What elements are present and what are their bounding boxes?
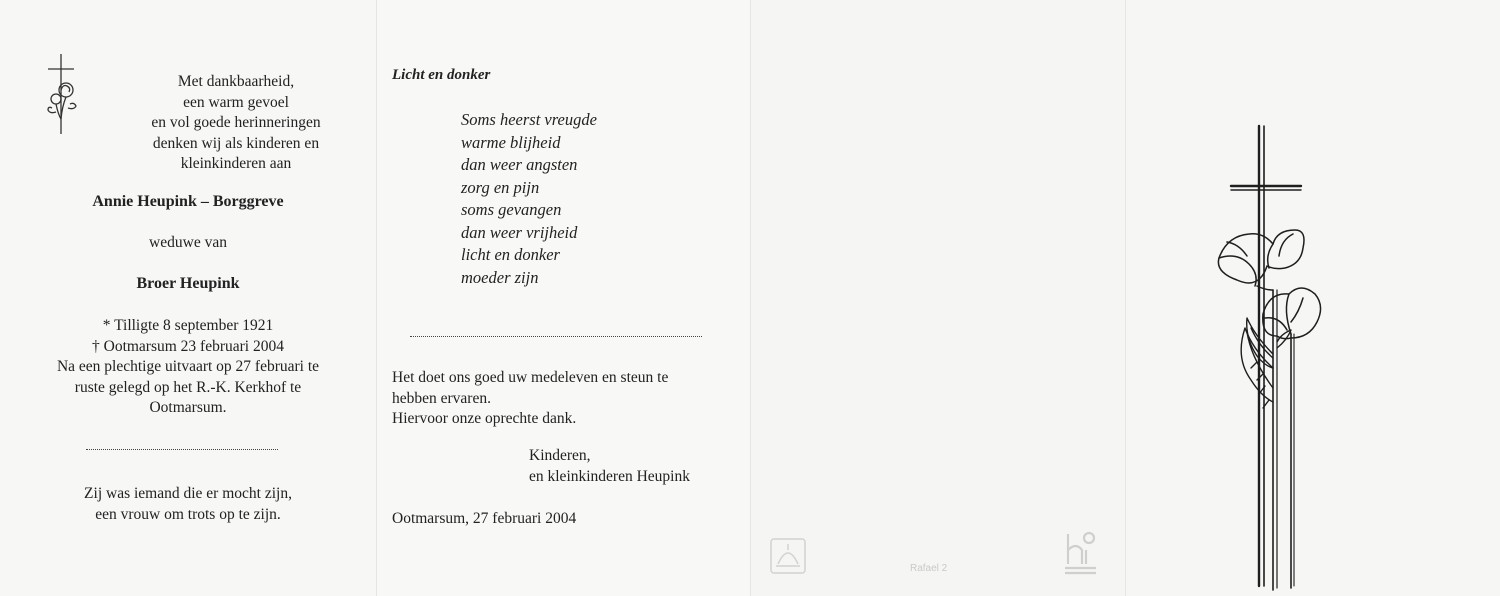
intro-line: Met dankbaarheid, [177, 73, 295, 90]
poem-line: dan weer angsten [461, 155, 578, 174]
funeral-line: Ootmarsum. [149, 399, 227, 416]
poem-line: dan weer vrijheid [461, 222, 578, 242]
poem-line: warme blijheid [461, 132, 561, 152]
thanks-line: Hiervoor onze oprechte dank. [392, 410, 577, 427]
cross-with-rose-icon [42, 52, 82, 136]
intro-line: denken wij als kinderen en [152, 134, 320, 152]
publisher-logo-icon [1062, 530, 1100, 578]
birth-line: * Tilligte 8 september 1921 [102, 317, 274, 334]
dotted-divider [86, 449, 278, 450]
closing-text [0, 484, 376, 525]
thanks-text [392, 368, 668, 430]
intro-line: kleinkinderen aan [180, 155, 292, 172]
poem [461, 109, 597, 289]
signature-line: en kleinkinderen Heupink [529, 467, 690, 485]
death-line: † Ootmarsum 23 februari 2004 [92, 337, 284, 355]
widow-of-label: weduwe van [149, 234, 227, 251]
fold-line [750, 0, 751, 596]
intro-line: een warm gevoel [183, 93, 289, 111]
poem-line: zorg en pijn [461, 177, 540, 197]
thanks-line: Het doet ons goed uw medeleven en steun te [392, 369, 669, 386]
closing-line: een vrouw om trots op te zijn. [95, 505, 281, 523]
poem-line: licht en donker [461, 245, 560, 264]
closing-line: Zij was iemand die er mocht zijn, [84, 485, 292, 502]
signature [529, 446, 690, 487]
poem-line: soms gevangen [461, 200, 562, 219]
poem-title: Licht en donker [392, 67, 491, 83]
poem-line: moeder zijn [461, 267, 539, 287]
dotted-divider [410, 336, 702, 337]
printer-seal-icon [768, 536, 808, 576]
intro-text [96, 72, 376, 175]
place-date: Ootmarsum, 27 februari 2004 [392, 510, 577, 527]
spouse-name: Broer Heupink [136, 275, 240, 292]
life-dates [0, 316, 376, 419]
back-panel [750, 0, 1125, 596]
poem-line: Soms heerst vreugde [461, 110, 597, 129]
funeral-line: ruste gelegd op het R.-K. Kerkhof te [74, 378, 302, 396]
funeral-line: Na een plechtige uitvaart op 27 februari te [56, 358, 320, 375]
printer-label: Rafael 2 [910, 563, 948, 574]
fold-line [1125, 0, 1126, 596]
thanks-line: hebben ervaren. [392, 389, 491, 407]
fold-line [376, 0, 377, 596]
middle-panel [376, 0, 750, 596]
signature-line: Kinderen, [529, 447, 591, 464]
cross-with-poppies-icon [1205, 118, 1335, 592]
deceased-name: Annie Heupink – Borggreve [92, 193, 284, 210]
intro-line: en vol goede herinneringen [151, 114, 321, 131]
